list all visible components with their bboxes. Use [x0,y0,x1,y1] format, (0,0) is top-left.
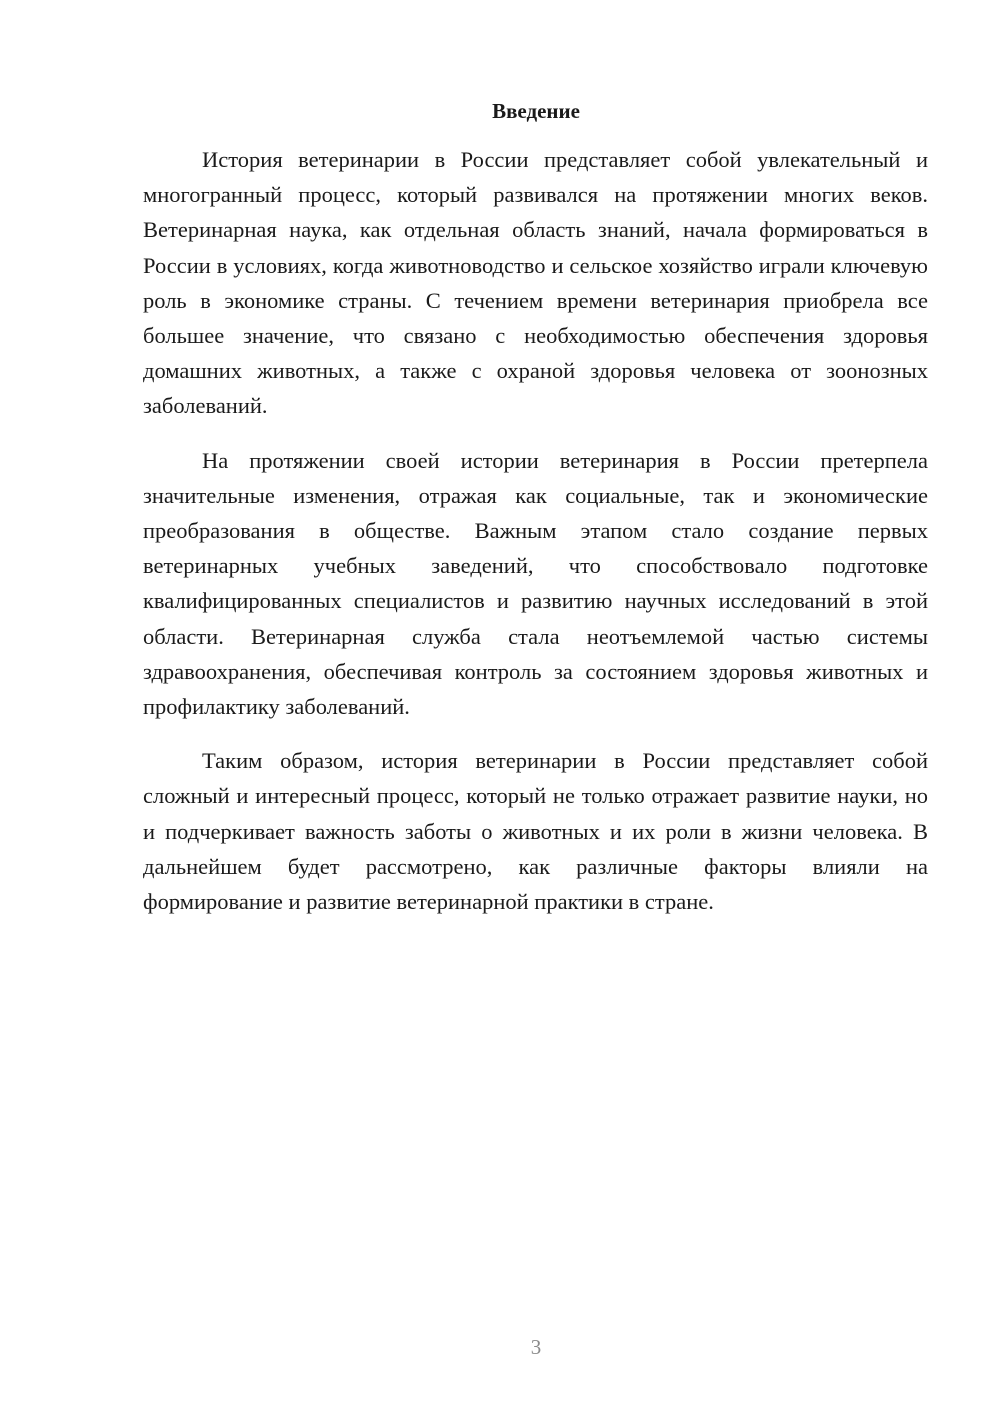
section-heading: Введение [492,99,580,123]
body-text [143,142,928,938]
paragraph-1: История ветеринарии в России представляет собой увлекательный и многогранный процесс, который развивался на протяжении многих веков. Ветеринарная наука, как отдельная область знаний, начала формироваться в России в условиях, когда животноводство и сельское хозяйство играли ключевую роль в экономике страны. С течением времени ветеринария приобрела все большее значение, что связано с необходимостью обеспечения здоровья домашних животных, а также с охраной здоровья человека от зоонозных заболеваний. [143,147,928,419]
paragraph-3: Таким образом, история ветеринарии в России представляет собой сложный и интересный процесс, который не только отражает развитие науки, но и подчеркивает важность заботы о животных и их роли в жизни человека. В дальнейшем будет рассмотрено, как различные факторы влияли на формирование и развитие ветеринарной практики в стране. [143,748,928,915]
paragraph-2: На протяжении своей истории ветеринария в России претерпела значительные изменения, отражая как социальные, так и экономические преобразования в обществе. Важным этапом стало создание первых ветеринарных учебных заведений, что способствовало подготовке квалифицированных специалистов и развитию научных исследований в этой области. Ветеринарная служба стала неотъемлемой частью системы здравоохранения, обеспечивая контроль за состоянием здоровья животных и профилактику заболеваний. [143,447,928,720]
page-number: 3 [530,1335,542,1359]
